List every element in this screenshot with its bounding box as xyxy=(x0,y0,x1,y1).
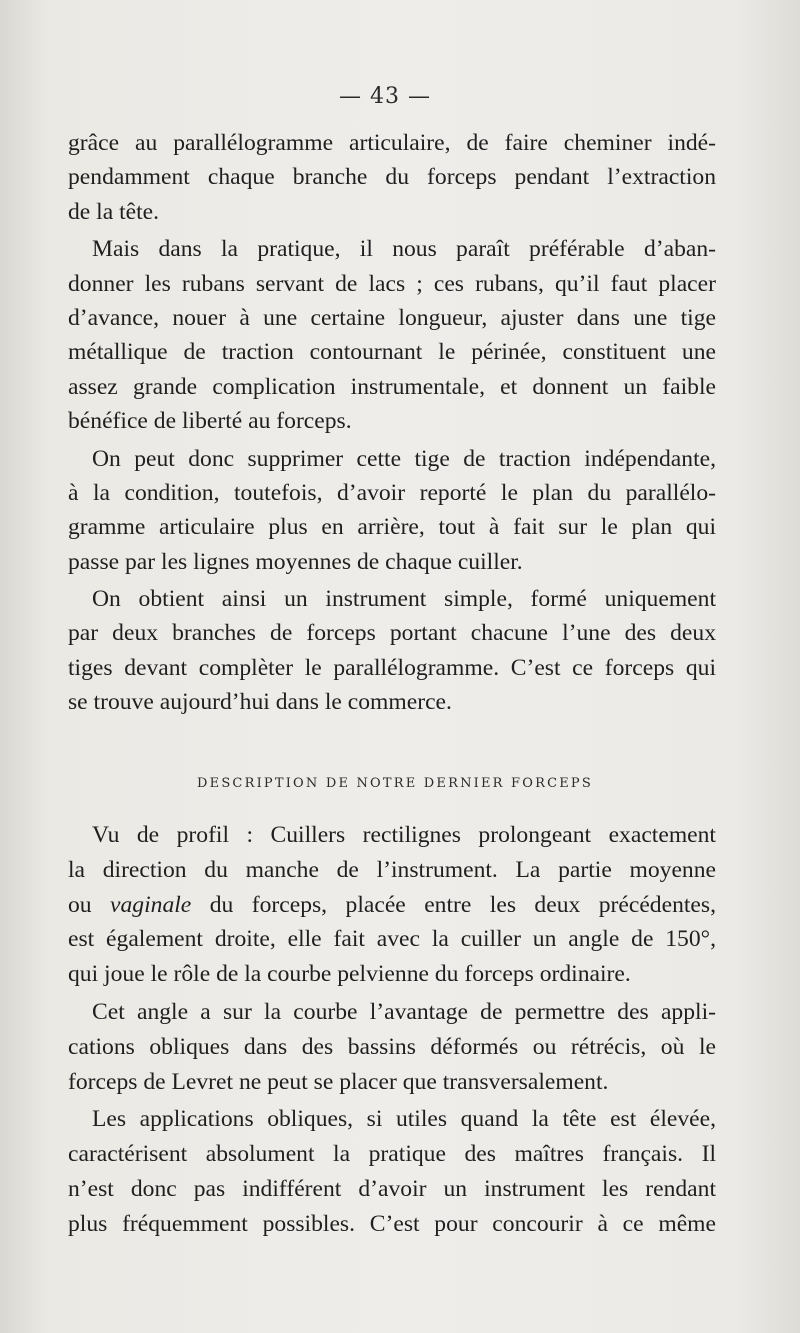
text-line: la direction du manche de l’instrument. La partie moyenne xyxy=(68,856,716,883)
text-line: qui joue le rôle de la courbe pelvienne du forceps ordinaire. xyxy=(68,961,631,988)
paragraph-4 xyxy=(68,582,716,720)
paragraph-1 xyxy=(68,126,716,229)
paragraph-6 xyxy=(68,995,716,1099)
text-line: bénéfice de liberté au forceps. xyxy=(68,408,352,435)
text-line: se trouve aujourd’hui dans le commerce. xyxy=(68,689,452,716)
text-line: Mais dans la pratique, il nous paraît préférable d’aban- xyxy=(92,236,716,263)
text-line: assez grande complication instrumentale, et donnent un faible xyxy=(68,373,716,400)
text-line: donner les rubans servant de lacs ; ces rubans, qu’il faut placer xyxy=(68,270,716,297)
text-line: par deux branches de forceps portant chacune l’une des deux xyxy=(68,620,716,647)
text-line: caractérisent absolument la pratique des maîtres français. Il xyxy=(68,1141,716,1168)
paragraph-2 xyxy=(68,232,716,438)
text-line: Les applications obliques, si utiles quand la tête est élevée, xyxy=(92,1106,716,1133)
text-line: d’avance, nouer à une certaine longueur, ajuster dans une tige xyxy=(68,304,716,331)
text-line: de la tête. xyxy=(68,198,160,225)
text-fragment: ou xyxy=(68,891,111,918)
text-line: tiges devant complèter le parallélogramme. C’est ce forceps qui xyxy=(68,654,716,681)
text-line: On peut donc supprimer cette tige de traction indépendante, xyxy=(92,445,716,472)
paragraph-5 xyxy=(68,818,716,992)
text-line: On obtient ainsi un instrument simple, formé uniquement xyxy=(92,586,716,613)
text-line: Vu de profil : Cuillers rectilignes prolongeant exactement xyxy=(92,822,716,848)
paragraph-7 xyxy=(68,1102,716,1241)
text-block-upper xyxy=(68,126,716,720)
paragraph-3 xyxy=(68,442,716,580)
text-line: gramme articulaire plus en arrière, tout à fait sur le plan qui xyxy=(68,514,716,541)
text-block-lower xyxy=(68,818,716,1242)
text-line: passe par les lignes moyennes de chaque cuiller. xyxy=(68,548,523,575)
text-line: à la condition, toutefois, d’avoir reporté le plan du parallélo- xyxy=(68,479,716,506)
italic-term: vaginale xyxy=(110,891,192,918)
text-line: métallique de traction contournant le périnée, constituent une xyxy=(68,339,716,366)
text-line xyxy=(68,888,716,923)
text-line: grâce au parallélogramme articulaire, de faire cheminer indé- xyxy=(68,130,716,156)
text-line: forceps de Levret ne peut se placer que transversalement. xyxy=(68,1068,609,1095)
text-line: cations obliques dans des bassins déformés ou rétrécis, où le xyxy=(68,1033,716,1060)
page-number: — 43 — xyxy=(339,84,431,109)
text-line: n’est donc pas indifférent d’avoir un instrument les rendant xyxy=(68,1175,716,1202)
text-fragment: du forceps, placée entre les deux précédentes, xyxy=(191,891,716,918)
text-line: est également droite, elle fait avec la cuiller un angle de 150°, xyxy=(68,926,716,953)
text-line: plus fréquemment possibles. C’est pour concourir à ce même xyxy=(68,1210,716,1237)
section-heading: DESCRIPTION DE NOTRE DERNIER FORCEPS xyxy=(197,776,593,791)
text-line: Cet angle a sur la courbe l’avantage de permettre des appli- xyxy=(92,998,716,1025)
text-line: pendamment chaque branche du forceps pendant l’extraction xyxy=(68,164,716,191)
